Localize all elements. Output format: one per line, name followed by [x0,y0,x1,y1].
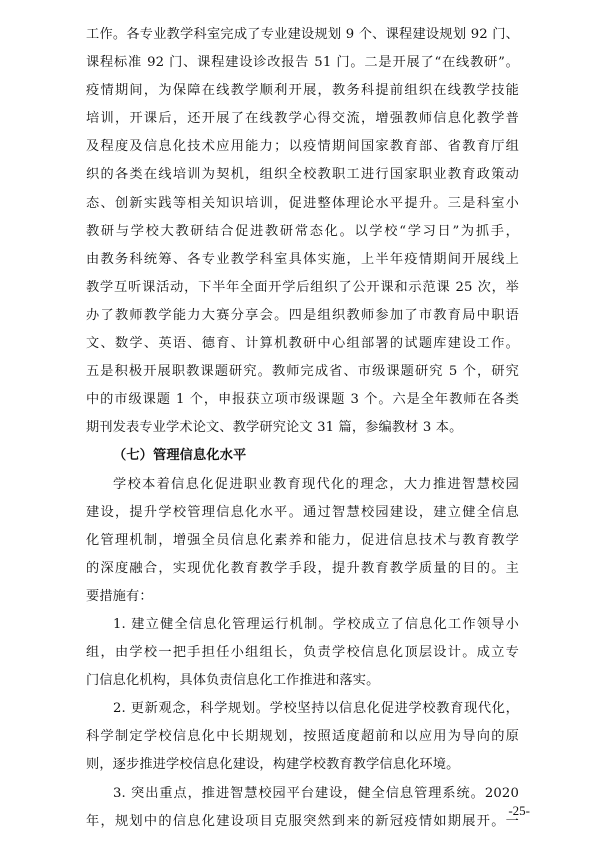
text-line: 办了教师教学能力大赛分享会。四是组织教师参加了市教育局中职语 [86,307,519,323]
text-line: 文、数学、英语、德育、计算机教研中心组部署的试题库建设工作。 [86,336,519,352]
text-line: 组，由学校一把手担任小组组长，负责学校信息化顶层设计。成立专 [86,645,519,661]
text-line: 的深度融合，实现优化教育教学手段，提升教育教学质量的目的。主 [86,560,519,576]
text-line: 织的各类在线培训为契机，组织全校教职工进行国家职业教育政策动 [86,167,519,183]
text-line: 中的市级课题 1 个，申报获立项市级课题 3 个。六是全年教师在各类 [86,392,519,408]
text-line: 则，逐步推进学校信息化建设，构建学校教育教学信息化环境。 [86,757,460,773]
text-line: 工作。各专业教学科室完成了专业建设规划 9 个、课程建设规划 92 门、 [86,27,519,42]
text-line: 门信息化机构，具体负责信息化工作推进和落实。 [86,673,380,689]
text-line: 学校本着信息化促进职业教育现代化的理念，大力推进智慧校园 [113,476,519,492]
text-line: 及程度及信息化技术应用能力；以疫情期间国家教育部、省教育厅组 [86,139,519,155]
body-text [86,21,519,836]
text-line: 课程标准 92 门、课程建设诊改报告 51 门。二是开展了“在线教研”。 [86,55,519,71]
text-line: 由教务科统筹、各专业教学科室具体实施，上半年疫情期间开展线上 [86,251,519,267]
text-line: 建设，提升学校管理信息化水平。通过智慧校园建设，建立健全信息 [86,504,519,520]
text-line: 态、创新实践等相关知识培训，促进整体理论水平提升。三是科室小 [86,195,519,211]
text-line: 培训，开课后，还开展了在线教学心得交流，增强教师信息化教学普 [86,111,519,127]
text-line: 2. 更新观念，科学规划。学校坚持以信息化促进学校教育现代化， [113,701,519,717]
text-line: 要措施有： [86,588,153,604]
text-line: 科学制定学校信息化中长期规划，按照适度超前和以应用为导向的原 [86,729,519,745]
text-line: 教学互听课活动，下半年全面开学后组织了公开课和示范课 25 次，举 [86,279,519,295]
text-line: 年，规划中的信息化建设项目克服突然到来的新冠疫情如期展开。一 [86,813,519,829]
text-line: 化管理机制，增强全员信息化素养和能力，促进信息技术与教育教学 [86,532,519,548]
page-number: -25- [508,803,530,818]
text-line: 五是积极开展职教课题研究。教师完成省、市级课题研究 5 个，研究 [86,364,519,380]
section-heading: （七）管理信息化水平 [113,448,247,464]
text-line: 1. 建立健全信息化管理运行机制。学校成立了信息化工作领导小 [113,616,519,632]
text-line: 教研与学校大教研结合促进教研常态化。以学校“学习日”为抓手， [86,223,519,239]
text-line: 疫情期间，为保障在线教学顺利开展，教务科提前组织在线教学技能 [86,83,519,99]
text-line: 期刊发表专业学术论文、教学研究论文 31 篇，参编教材 3 本。 [86,420,463,436]
text-line: 3. 突出重点，推进智慧校园平台建设，健全信息管理系统。2020 [113,785,519,801]
